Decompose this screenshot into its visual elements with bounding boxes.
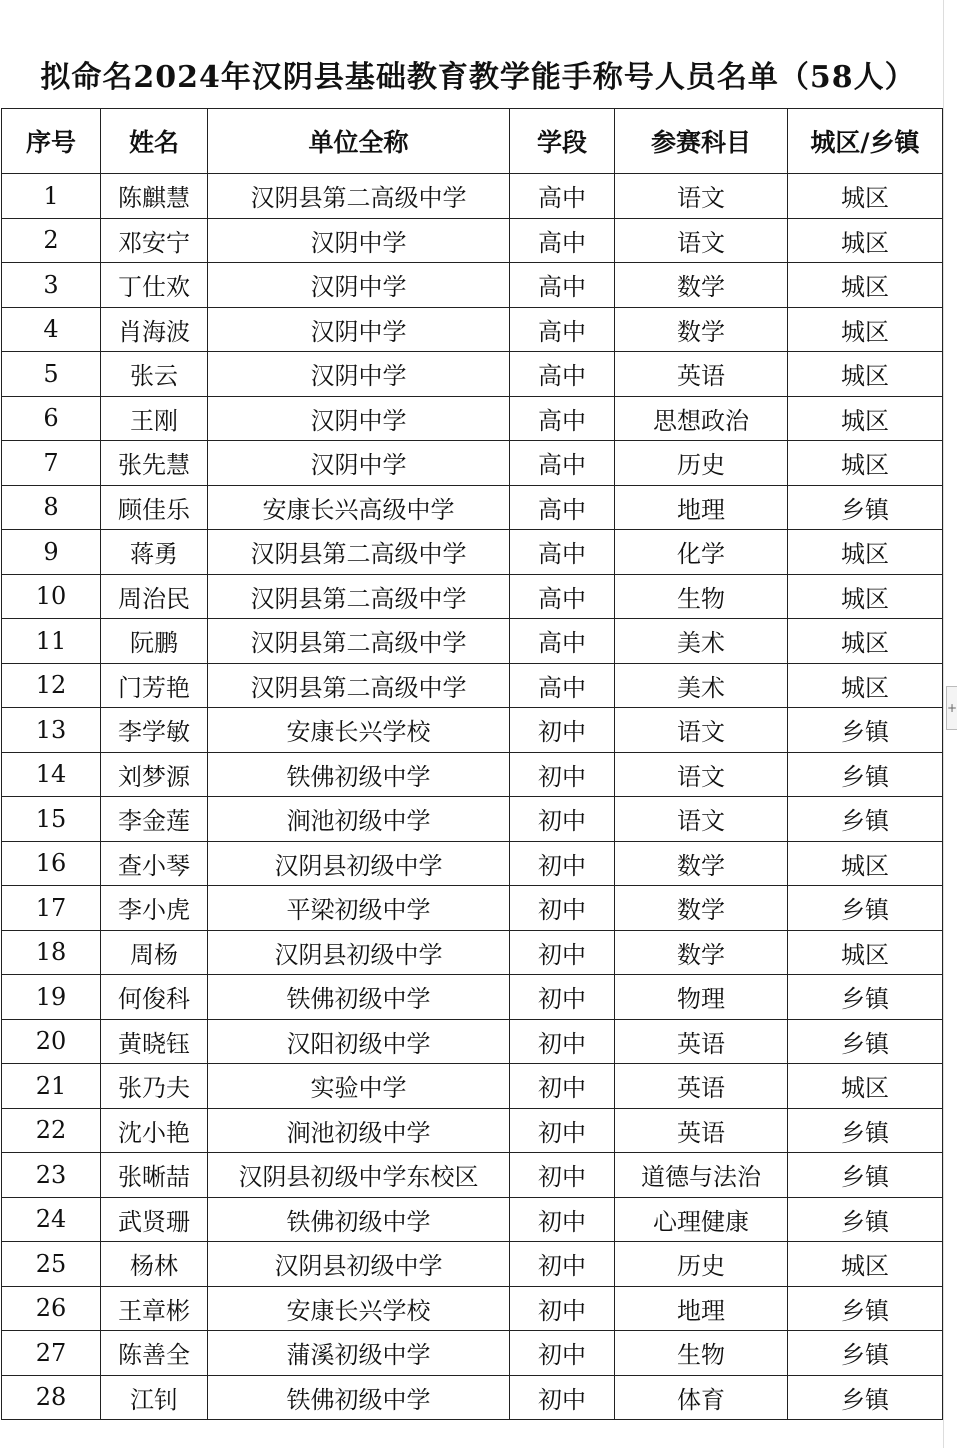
cell-name: 门芳艳 <box>101 663 208 708</box>
cell-unit: 汉阴县第二高级中学 <box>208 663 510 708</box>
cell-seq: 27 <box>2 1331 101 1376</box>
cell-unit: 汉阴中学 <box>208 352 510 397</box>
table-row <box>2 307 943 352</box>
cell-name: 黄晓钰 <box>101 1019 208 1064</box>
cell-unit: 汉阳初级中学 <box>208 1019 510 1064</box>
cell-unit: 安康长兴学校 <box>208 1286 510 1331</box>
cell-unit: 汉阴县第二高级中学 <box>208 530 510 575</box>
cell-area: 乡镇 <box>788 975 943 1020</box>
table-row <box>2 1153 943 1198</box>
expand-tab-icon[interactable]: + <box>946 686 957 730</box>
cell-stage: 高中 <box>510 174 615 219</box>
table-row <box>2 1108 943 1153</box>
cell-name: 顾佳乐 <box>101 485 208 530</box>
cell-name: 李金莲 <box>101 797 208 842</box>
table-row <box>2 174 943 219</box>
cell-area: 城区 <box>788 1064 943 1109</box>
cell-name: 肖海波 <box>101 307 208 352</box>
cell-unit: 汉阴县第二高级中学 <box>208 574 510 619</box>
table-row <box>2 352 943 397</box>
cell-seq: 23 <box>2 1153 101 1198</box>
cell-stage: 高中 <box>510 218 615 263</box>
cell-stage: 初中 <box>510 1375 615 1420</box>
cell-unit: 汉阴中学 <box>208 396 510 441</box>
header-seq: 序号 <box>2 109 101 174</box>
cell-subject: 物理 <box>615 975 788 1020</box>
table-row <box>2 975 943 1020</box>
cell-subject: 化学 <box>615 530 788 575</box>
cell-seq: 17 <box>2 886 101 931</box>
cell-seq: 14 <box>2 752 101 797</box>
table-body <box>2 174 943 1420</box>
cell-subject: 数学 <box>615 307 788 352</box>
cell-name: 张晰喆 <box>101 1153 208 1198</box>
cell-subject: 数学 <box>615 930 788 975</box>
cell-stage: 初中 <box>510 886 615 931</box>
cell-unit: 铁佛初级中学 <box>208 752 510 797</box>
cell-subject: 美术 <box>615 619 788 664</box>
cell-subject: 生物 <box>615 1331 788 1376</box>
table-row <box>2 396 943 441</box>
cell-unit: 汉阴中学 <box>208 307 510 352</box>
cell-unit: 安康长兴高级中学 <box>208 485 510 530</box>
cell-name: 蒋勇 <box>101 530 208 575</box>
cell-subject: 英语 <box>615 1108 788 1153</box>
cell-stage: 高中 <box>510 619 615 664</box>
cell-seq: 3 <box>2 263 101 308</box>
header-stage: 学段 <box>510 109 615 174</box>
cell-seq: 19 <box>2 975 101 1020</box>
cell-area: 乡镇 <box>788 797 943 842</box>
cell-name: 周杨 <box>101 930 208 975</box>
cell-name: 杨林 <box>101 1242 208 1287</box>
table-row <box>2 1197 943 1242</box>
cell-area: 乡镇 <box>788 1375 943 1420</box>
cell-name: 查小琴 <box>101 841 208 886</box>
cell-area: 乡镇 <box>788 1286 943 1331</box>
cell-name: 张乃夫 <box>101 1064 208 1109</box>
table-row <box>2 1375 943 1420</box>
cell-unit: 汉阴县第二高级中学 <box>208 619 510 664</box>
header-subject: 参赛科目 <box>615 109 788 174</box>
cell-seq: 12 <box>2 663 101 708</box>
cell-name: 丁仕欢 <box>101 263 208 308</box>
cell-unit: 铁佛初级中学 <box>208 1375 510 1420</box>
cell-stage: 初中 <box>510 1331 615 1376</box>
cell-stage: 初中 <box>510 841 615 886</box>
cell-seq: 2 <box>2 218 101 263</box>
cell-stage: 高中 <box>510 485 615 530</box>
cell-stage: 初中 <box>510 752 615 797</box>
cell-area: 乡镇 <box>788 886 943 931</box>
cell-subject: 历史 <box>615 1242 788 1287</box>
table-row <box>2 752 943 797</box>
cell-stage: 初中 <box>510 1286 615 1331</box>
cell-area: 城区 <box>788 352 943 397</box>
cell-seq: 5 <box>2 352 101 397</box>
cell-unit: 铁佛初级中学 <box>208 975 510 1020</box>
table-row <box>2 1064 943 1109</box>
cell-subject: 语文 <box>615 752 788 797</box>
cell-name: 阮鹏 <box>101 619 208 664</box>
table-row <box>2 485 943 530</box>
cell-unit: 平梁初级中学 <box>208 886 510 931</box>
cell-stage: 初中 <box>510 1019 615 1064</box>
table-row <box>2 263 943 308</box>
cell-name: 陈麒慧 <box>101 174 208 219</box>
cell-area: 城区 <box>788 619 943 664</box>
cell-area: 城区 <box>788 1242 943 1287</box>
cell-subject: 语文 <box>615 174 788 219</box>
table-row <box>2 218 943 263</box>
table-row <box>2 663 943 708</box>
cell-unit: 汉阴县初级中学 <box>208 930 510 975</box>
cell-area: 城区 <box>788 930 943 975</box>
cell-area: 城区 <box>788 663 943 708</box>
table-row <box>2 530 943 575</box>
cell-seq: 13 <box>2 708 101 753</box>
cell-area: 乡镇 <box>788 1153 943 1198</box>
cell-stage: 初中 <box>510 1197 615 1242</box>
cell-name: 张云 <box>101 352 208 397</box>
cell-subject: 英语 <box>615 1019 788 1064</box>
cell-area: 城区 <box>788 263 943 308</box>
cell-seq: 28 <box>2 1375 101 1420</box>
cell-area: 乡镇 <box>788 1197 943 1242</box>
header-name: 姓名 <box>101 109 208 174</box>
cell-area: 乡镇 <box>788 752 943 797</box>
cell-area: 乡镇 <box>788 1331 943 1376</box>
cell-stage: 初中 <box>510 1108 615 1153</box>
cell-stage: 初中 <box>510 975 615 1020</box>
cell-name: 王刚 <box>101 396 208 441</box>
cell-area: 城区 <box>788 174 943 219</box>
cell-seq: 26 <box>2 1286 101 1331</box>
cell-area: 城区 <box>788 574 943 619</box>
page-edge-divider <box>943 0 944 1448</box>
cell-subject: 语文 <box>615 218 788 263</box>
cell-stage: 初中 <box>510 1064 615 1109</box>
cell-stage: 高中 <box>510 663 615 708</box>
cell-area: 城区 <box>788 530 943 575</box>
cell-unit: 汉阴县初级中学东校区 <box>208 1153 510 1198</box>
cell-area: 乡镇 <box>788 708 943 753</box>
cell-stage: 初中 <box>510 1242 615 1287</box>
cell-name: 邓安宁 <box>101 218 208 263</box>
header-unit: 单位全称 <box>208 109 510 174</box>
cell-area: 城区 <box>788 307 943 352</box>
cell-name: 沈小艳 <box>101 1108 208 1153</box>
cell-area: 乡镇 <box>788 485 943 530</box>
cell-unit: 汉阴中学 <box>208 441 510 486</box>
table-row <box>2 886 943 931</box>
cell-subject: 生物 <box>615 574 788 619</box>
cell-seq: 25 <box>2 1242 101 1287</box>
cell-stage: 初中 <box>510 1153 615 1198</box>
cell-name: 王章彬 <box>101 1286 208 1331</box>
cell-area: 城区 <box>788 441 943 486</box>
cell-subject: 数学 <box>615 263 788 308</box>
cell-name: 李学敏 <box>101 708 208 753</box>
cell-subject: 语文 <box>615 708 788 753</box>
cell-stage: 高中 <box>510 396 615 441</box>
cell-subject: 历史 <box>615 441 788 486</box>
cell-area: 乡镇 <box>788 1019 943 1064</box>
cell-seq: 20 <box>2 1019 101 1064</box>
cell-unit: 蒲溪初级中学 <box>208 1331 510 1376</box>
cell-seq: 16 <box>2 841 101 886</box>
cell-subject: 心理健康 <box>615 1197 788 1242</box>
cell-unit: 实验中学 <box>208 1064 510 1109</box>
cell-subject: 美术 <box>615 663 788 708</box>
cell-area: 城区 <box>788 396 943 441</box>
cell-name: 周治民 <box>101 574 208 619</box>
cell-unit: 汉阴中学 <box>208 218 510 263</box>
table-row <box>2 441 943 486</box>
cell-stage: 高中 <box>510 530 615 575</box>
table-row <box>2 1019 943 1064</box>
cell-area: 城区 <box>788 218 943 263</box>
cell-unit: 安康长兴学校 <box>208 708 510 753</box>
table-row <box>2 708 943 753</box>
cell-stage: 高中 <box>510 441 615 486</box>
cell-seq: 4 <box>2 307 101 352</box>
cell-name: 陈善全 <box>101 1331 208 1376</box>
cell-subject: 英语 <box>615 352 788 397</box>
table-row <box>2 1286 943 1331</box>
cell-name: 江钊 <box>101 1375 208 1420</box>
cell-seq: 24 <box>2 1197 101 1242</box>
table-row <box>2 841 943 886</box>
cell-subject: 数学 <box>615 886 788 931</box>
cell-seq: 1 <box>2 174 101 219</box>
table-row <box>2 930 943 975</box>
cell-name: 李小虎 <box>101 886 208 931</box>
cell-stage: 高中 <box>510 307 615 352</box>
cell-unit: 涧池初级中学 <box>208 1108 510 1153</box>
cell-area: 乡镇 <box>788 1108 943 1153</box>
cell-unit: 铁佛初级中学 <box>208 1197 510 1242</box>
cell-unit: 汉阴县初级中学 <box>208 1242 510 1287</box>
cell-stage: 初中 <box>510 930 615 975</box>
cell-name: 刘梦源 <box>101 752 208 797</box>
cell-seq: 15 <box>2 797 101 842</box>
cell-seq: 9 <box>2 530 101 575</box>
cell-name: 张先慧 <box>101 441 208 486</box>
cell-name: 武贤珊 <box>101 1197 208 1242</box>
cell-seq: 22 <box>2 1108 101 1153</box>
cell-subject: 地理 <box>615 1286 788 1331</box>
cell-stage: 初中 <box>510 708 615 753</box>
cell-subject: 英语 <box>615 1064 788 1109</box>
cell-subject: 地理 <box>615 485 788 530</box>
cell-seq: 10 <box>2 574 101 619</box>
table-row <box>2 1242 943 1287</box>
teacher-roster-table <box>1 108 943 1420</box>
cell-unit: 涧池初级中学 <box>208 797 510 842</box>
table-row <box>2 797 943 842</box>
cell-seq: 18 <box>2 930 101 975</box>
cell-seq: 7 <box>2 441 101 486</box>
cell-seq: 11 <box>2 619 101 664</box>
cell-stage: 高中 <box>510 352 615 397</box>
cell-subject: 道德与法治 <box>615 1153 788 1198</box>
cell-subject: 体育 <box>615 1375 788 1420</box>
cell-stage: 初中 <box>510 797 615 842</box>
cell-stage: 高中 <box>510 263 615 308</box>
cell-unit: 汉阴县第二高级中学 <box>208 174 510 219</box>
header-area: 城区/乡镇 <box>788 109 943 174</box>
table-row <box>2 619 943 664</box>
document-title: 拟命名2024年汉阴县基础教育教学能手称号人员名单（58人） <box>40 60 916 95</box>
table-header-row <box>2 109 943 174</box>
table-row <box>2 1331 943 1376</box>
cell-unit: 汉阴中学 <box>208 263 510 308</box>
cell-seq: 6 <box>2 396 101 441</box>
cell-seq: 8 <box>2 485 101 530</box>
cell-unit: 汉阴县初级中学 <box>208 841 510 886</box>
table-row <box>2 574 943 619</box>
cell-name: 何俊科 <box>101 975 208 1020</box>
cell-seq: 21 <box>2 1064 101 1109</box>
cell-area: 城区 <box>788 841 943 886</box>
cell-stage: 高中 <box>510 574 615 619</box>
cell-subject: 思想政治 <box>615 396 788 441</box>
cell-subject: 语文 <box>615 797 788 842</box>
cell-subject: 数学 <box>615 841 788 886</box>
